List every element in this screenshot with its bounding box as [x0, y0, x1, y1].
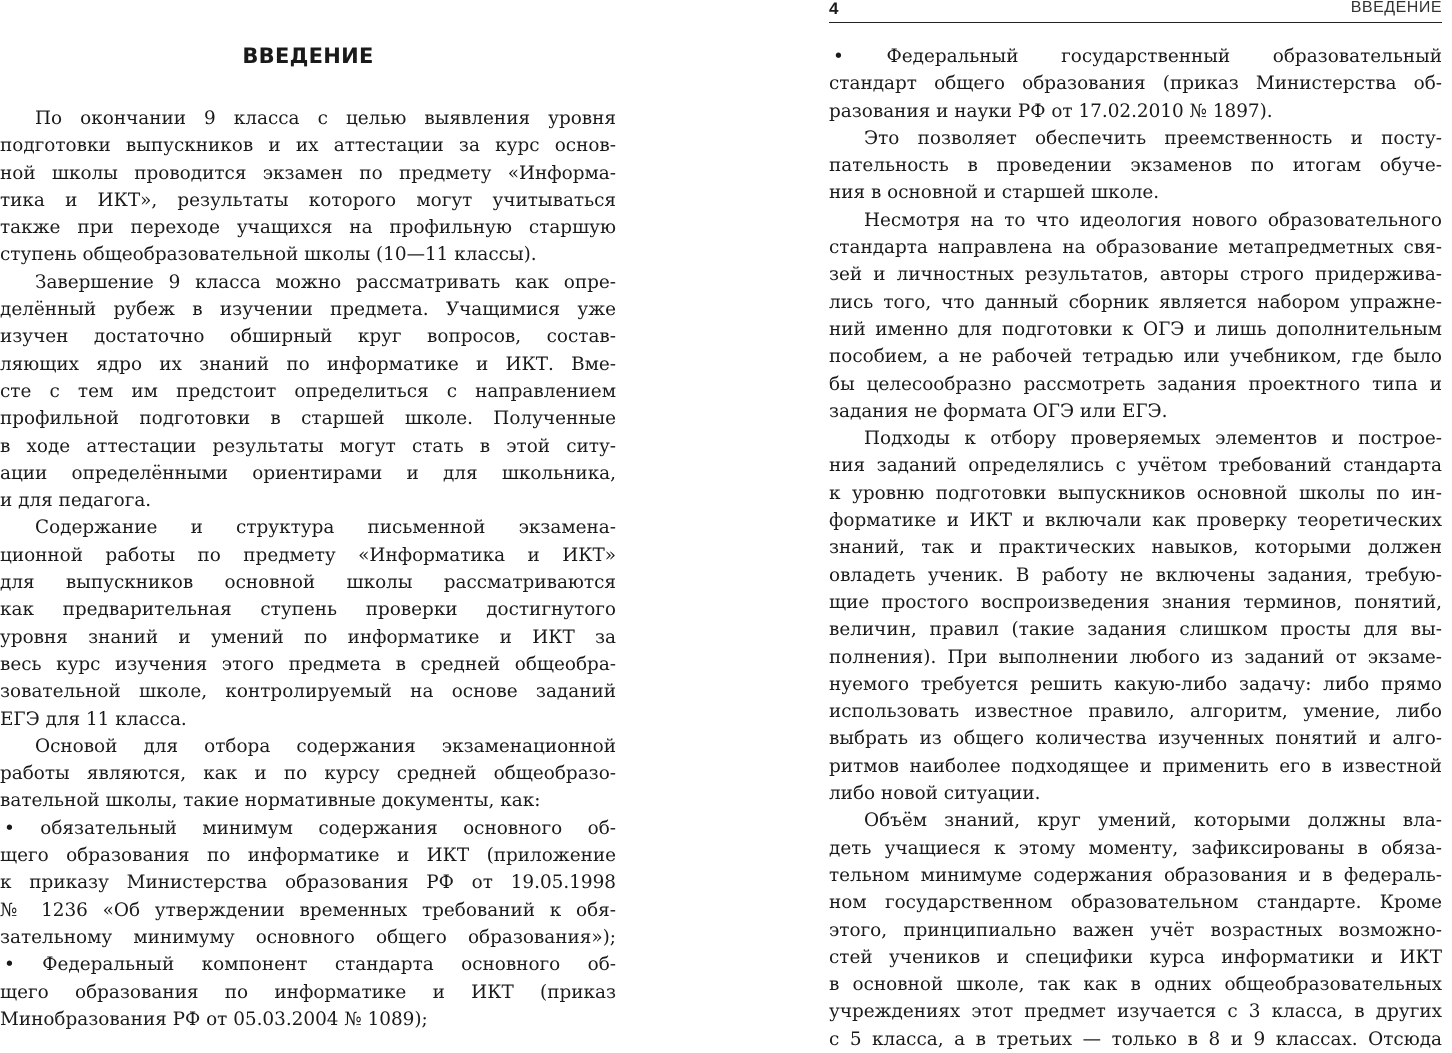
text-line: к приказу Министерства образования РФ от 19.05.1998 [0, 872, 616, 894]
text-line: щие простого воспроизведения знания терминов, понятий, [829, 591, 1442, 613]
right-page-text [829, 43, 1442, 1053]
text-line: ритмов наиболее подходящее и применить его в известной [829, 755, 1442, 777]
text-line: пособием, а не рабочей тетрадью или учебником, где было [829, 346, 1442, 368]
text-line: Содержание и структура письменной экзамена- [35, 517, 616, 539]
text-line: вательной школы, такие нормативные документы, как: [0, 790, 541, 812]
text-line: Минобразования РФ от 05.03.2004 № 1089); [0, 1008, 428, 1030]
text-line: зовательной школе, контролируемый на основе заданий [0, 681, 616, 703]
text-line: использовать известное правило, алгоритм, умение, либо [829, 701, 1442, 723]
text-line: ной школы проводится экзамен по предмету «Информа- [0, 162, 616, 184]
text-line: тельном минимуме содержания образования и в федераль- [829, 864, 1442, 886]
text-line: щего образования по информатике и ИКТ (приложение [0, 845, 616, 867]
text-line: в ходе аттестации результаты могут стать в этой ситу- [0, 435, 616, 457]
text-line: сте с тем им предстоит определиться с направлением [0, 380, 616, 402]
text-line: ния заданий определялись с учётом требований стандарта [829, 455, 1442, 477]
text-line: Завершение 9 класса можно рассматривать как опре- [35, 271, 616, 293]
text-line: нуемого требуется решить какую-либо задачу: либо прямо [829, 673, 1442, 695]
left-page-text [0, 105, 616, 1033]
text-line: знаний, так и практических навыков, которыми должен [829, 537, 1442, 559]
text-line: лись того, что данный сборник является набором упражне- [829, 291, 1442, 313]
text-line: в основной школе, так как в одних общеобразовательных [829, 974, 1442, 996]
text-line: к уровню подготовки выпускников основной школы по ин- [829, 482, 1442, 504]
text-line: Это позволяет обеспечить преемственность и посту- [864, 127, 1442, 149]
text-line: полнения). При выполнении любого из заданий от экзаме- [829, 646, 1442, 668]
text-line: стандарт общего образования (приказ Министерства об- [829, 73, 1442, 95]
running-title: ВВЕДЕНИЕ [1350, 0, 1442, 16]
text-line: учреждениях этот предмет изучается с 3 класса, в других [829, 1001, 1442, 1023]
text-line: • Федеральный компонент стандарта основного об- [4, 954, 616, 976]
text-line: работы являются, как и по курсу средней общеобразо- [0, 763, 616, 785]
text-line: Основой для отбора содержания экзаменационной [35, 735, 616, 757]
text-line: также при переходе учащихся на профильную старшую [0, 217, 616, 239]
text-line: тика и ИКТ», результаты которого могут учитываться [0, 189, 616, 211]
text-line: форматике и ИКТ и включали как проверку теоретических [829, 510, 1442, 532]
text-line: ступень общеобразовательной школы (10—11 классы). [0, 244, 537, 266]
text-line: зей и личностных результатов, авторы строго придержива- [829, 264, 1442, 286]
text-line: подготовки выпускников и их аттестации за курс основ- [0, 135, 616, 157]
text-line: овладеть ученик. В работу не включены задания, требую- [829, 564, 1442, 586]
text-line: уровня знаний и умений по информатике и ИКТ за [0, 626, 616, 648]
text-line: как предварительная ступень проверки достигнутого [0, 599, 616, 621]
text-line: № 1236 «Об утверждении временных требований к обя- [0, 899, 616, 921]
text-line: делённый рубеж в изучении предмета. Учащимися уже [0, 299, 616, 321]
text-line: ном государственном образовательном стандарте. Кроме [829, 892, 1442, 914]
text-line: для выпускников основной школы рассматриваются [0, 572, 616, 594]
text-line: задания не формата ОГЭ или ЕГЭ. [829, 400, 1168, 422]
running-header [829, 0, 1442, 23]
text-line: • обязательный минимум содержания основного об- [4, 817, 616, 839]
text-line: Подходы к отбору проверяемых элементов и построе- [864, 428, 1442, 450]
text-line: ации определёнными ориентирами и для школьника, [0, 462, 616, 484]
text-line: • Федеральный государственный образовательный [833, 46, 1442, 67]
text-line: щего образования по информатике и ИКТ (приказ [0, 981, 616, 1003]
text-line: и для педагога. [0, 490, 152, 512]
text-line: изучен достаточно обширный круг вопросов, состав- [0, 326, 616, 348]
text-line: ционной работы по предмету «Информатика и ИКТ» [0, 544, 616, 566]
page-number: 4 [829, 0, 839, 18]
text-line: величин, правил (такие задания слишком просты для вы- [829, 619, 1442, 641]
text-line: пательность в проведении экзаменов по итогам обуче- [829, 155, 1442, 177]
text-line: зательному минимуму основного общего образования»); [0, 926, 616, 948]
text-line: с 5 класса, а в третьих — только в 8 и 9 классах. Отсюда [829, 1028, 1442, 1050]
chapter-title: ВВЕДЕНИЕ [242, 44, 374, 68]
text-line: ляющих ядро их знаний по информатике и ИКТ. Вме- [0, 353, 616, 375]
text-line: Объём знаний, круг умений, которыми должны вла- [864, 810, 1442, 832]
text-line: ния в основной и старшей школе. [829, 182, 1160, 204]
text-line: либо новой ситуации. [829, 783, 1041, 805]
left-page [0, 0, 616, 1040]
text-line: деть учащиеся к этому моменту, зафиксированы в обяза- [829, 837, 1442, 859]
text-line: ЕГЭ для 11 класса. [0, 708, 187, 730]
text-line: ний именно для подготовки к ОГЭ и лишь дополнительным [829, 318, 1442, 340]
text-line: весь курс изучения этого предмета в средней общеобра- [0, 653, 616, 675]
text-line: стей учеников и специфики курса информатики и ИКТ [829, 946, 1442, 968]
right-page [829, 0, 1442, 1050]
text-line: разования и науки РФ от 17.02.2010 № 1897). [829, 100, 1273, 122]
text-line: бы целесообразно рассмотреть задания проектного типа и [829, 373, 1442, 395]
text-line: стандарта направлена на образование метапредметных свя- [829, 237, 1442, 259]
text-line: профильной подготовки в старшей школе. Полученные [0, 408, 616, 430]
text-line: этого, принципиально важен учёт возрастных возможно- [829, 919, 1442, 941]
text-line: По окончании 9 класса с целью выявления уровня [35, 108, 616, 129]
text-line: выбрать из общего количества изученных понятий и алго- [829, 728, 1442, 750]
text-line: Несмотря на то что идеология нового образовательного [864, 209, 1442, 231]
